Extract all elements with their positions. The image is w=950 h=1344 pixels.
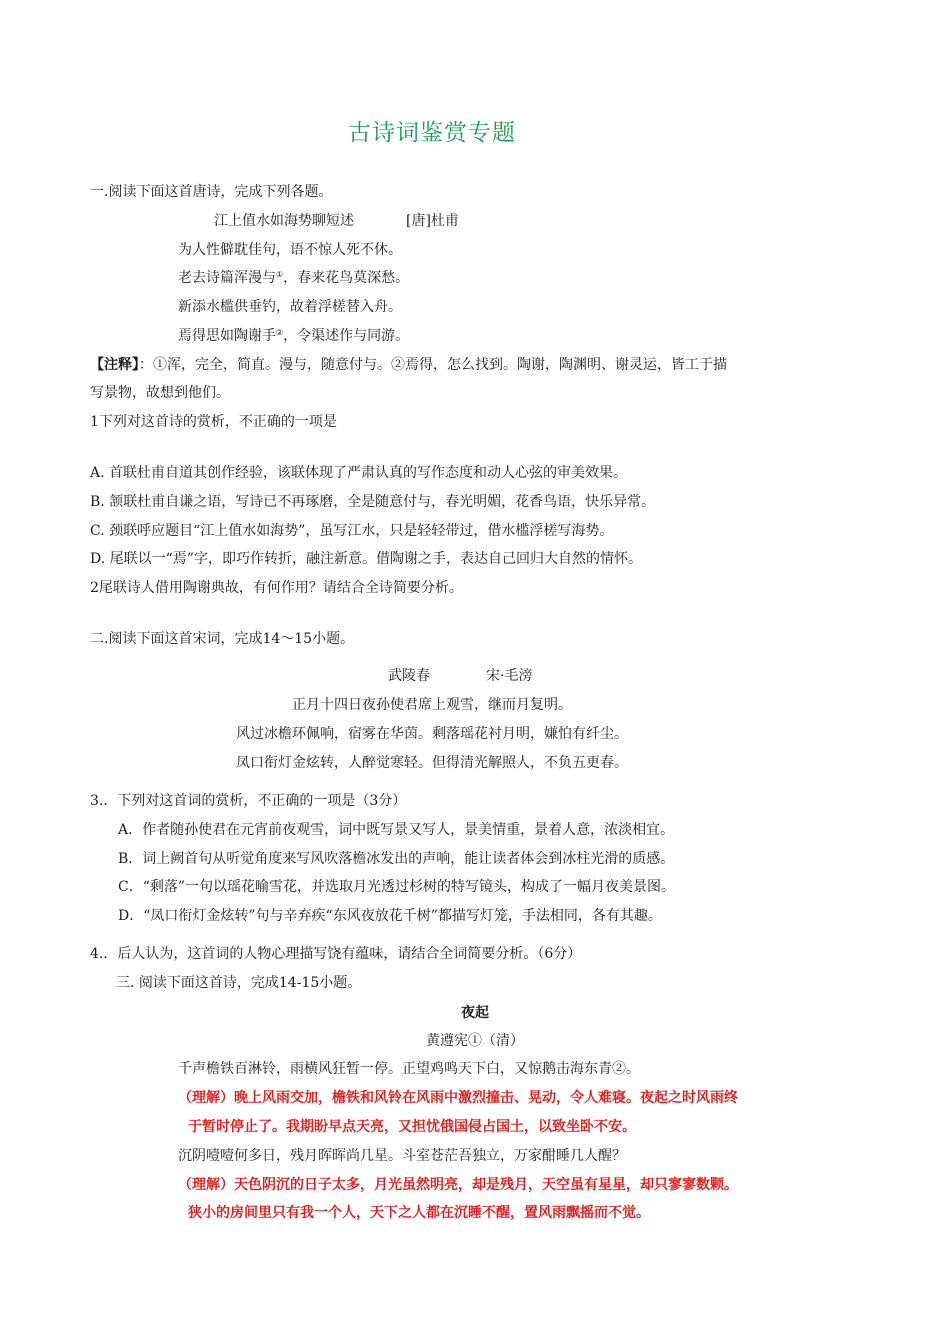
section2-poem-title: 武陵春 xyxy=(388,668,430,684)
option-c: C．“剩落”一句以瑶花喻雪花，并选取月光透过杉树的特写镜头，构成了一幅月夜美景图。 xyxy=(118,879,676,895)
question-4: 4.．后人认为，这首词的人物心理描写饶有蕴味，请结合全词简要分析。（6分） xyxy=(90,946,582,962)
option-b: B．词上阙首句从听觉角度来写风吹落檐冰发出的声响，能让读者体会到冰柱光滑的质感。 xyxy=(118,851,675,867)
question-1: 1下列对这首诗的赏析，不正确的一项是 xyxy=(90,414,337,430)
option-c: C. 颈联呼应题目“江上值水如海势”，虽写江水，只是轻轻带过，借水槛浮槎写海势。 xyxy=(90,523,614,539)
explanation-text: （理解）天色阴沉的日子太多，月光虽然明亮，却是残月，天空虽有星星，却只寥寥数颗。 xyxy=(178,1177,738,1193)
section3-header: 三. 阅读下面这首诗，完成14-15小题。 xyxy=(116,975,362,991)
option-d: D．“凤口衔灯金炫转”句与辛弃疾“东风夜放花千树”都描写灯笼，手法相同，各有其趣。 xyxy=(118,908,662,924)
section1-poem-author: [唐]杜甫 xyxy=(406,213,459,229)
section1-poem-line: 焉得思如陶谢手②，令渠述作与同游。 xyxy=(178,328,410,344)
question-3: 3.．下列对这首词的赏析，不正确的一项是（3分） xyxy=(90,793,407,809)
section1-poem-line: 老去诗篇浑漫与①，春来花鸟莫深愁。 xyxy=(178,270,410,286)
section3-poem-author: 黄遵宪①（清） xyxy=(426,1033,524,1049)
section2-poem-line: 凤口衔灯金炫转，人醉觉寒轻。但得清光解照人，不负五更春。 xyxy=(236,755,628,771)
option-a: A. 首联杜甫自道其创作经验，该联体现了严肃认真的写作态度和动人心弦的审美效果。 xyxy=(90,465,628,481)
section3-poem-line: 沉阴噎噎何多日，残月晖晖尚几星。斗室苍茫吾独立，万家酣睡几人醒？ xyxy=(178,1148,626,1164)
section2-header: 二.阅读下面这首宋词，完成14～15小题。 xyxy=(90,631,355,647)
footnote-marker: ① xyxy=(276,270,284,279)
section1-poem-heading xyxy=(214,211,459,231)
section1-note-cont: 写景物，故想到他们。 xyxy=(90,385,230,401)
option-a: A．作者随孙使君在元宵前夜观雪，词中既写景又写人，景美情重，景着人意，浓淡相宜。 xyxy=(118,822,675,838)
section2-poem-heading xyxy=(388,666,532,686)
page-title: 古诗词鉴赏专题 xyxy=(348,120,516,146)
section3-poem-title: 夜起 xyxy=(461,1005,489,1021)
section2-poem-line: 风过冰檐环佩响，宿雾在华茵。剩落瑶花衬月明，嫌怕有纤尘。 xyxy=(236,726,628,742)
section1-poem-line: 为人性僻耽佳句，语不惊人死不休。 xyxy=(178,242,402,258)
option-b: B. 颔联杜甫自谦之语，写诗已不再琢磨，全是随意付与，春光明媚，花香鸟语，快乐异常。 xyxy=(90,494,656,510)
explanation-text: 于暂时停止了。我期盼早点天亮，又担忧俄国侵占国土，以致坐卧不安。 xyxy=(188,1119,636,1135)
question-2: 2尾联诗人借用陶谢典故，有何作用？请结合全诗简要分析。 xyxy=(90,580,463,596)
explanation-text: 狭小的房间里只有我一个人，天下之人都在沉睡不醒，置风雨飘摇而不觉。 xyxy=(188,1205,650,1221)
note-label: 【注释】 xyxy=(90,357,139,373)
option-d: D. 尾联以一“焉”字，即巧作转折，融注新意。借陶谢之手，表达自己回归大自然的情怀。 xyxy=(90,551,642,567)
section2-poem-author: 宋·毛滂 xyxy=(486,668,533,684)
section1-note: 【注释】：①浑，完全，简直。漫与，随意付与。②焉得，怎么找到。陶谢，陶渊明、谢灵运，皆工于描 xyxy=(90,357,727,373)
section3-poem-line: 千声檐铁百淋铃，雨横风狂暂一停。正望鸡鸣天下白，又惊鹅击海东青②。 xyxy=(178,1061,640,1077)
section2-preface: 正月十四日夜孙使君席上观雪，继而月复明。 xyxy=(292,697,572,713)
section1-poem-line: 新添水槛供垂钓，故着浮槎替入舟。 xyxy=(178,299,402,315)
section1-poem-title: 江上值水如海势聊短述 xyxy=(214,213,354,229)
footnote-marker: ② xyxy=(276,328,284,337)
section1-header: 一.阅读下面这首唐诗，完成下列各题。 xyxy=(90,184,333,200)
explanation-text: （理解）晚上风雨交加，檐铁和风铃在风雨中激烈撞击、晃动，令人难寝。夜起之时风雨终 xyxy=(178,1090,738,1106)
